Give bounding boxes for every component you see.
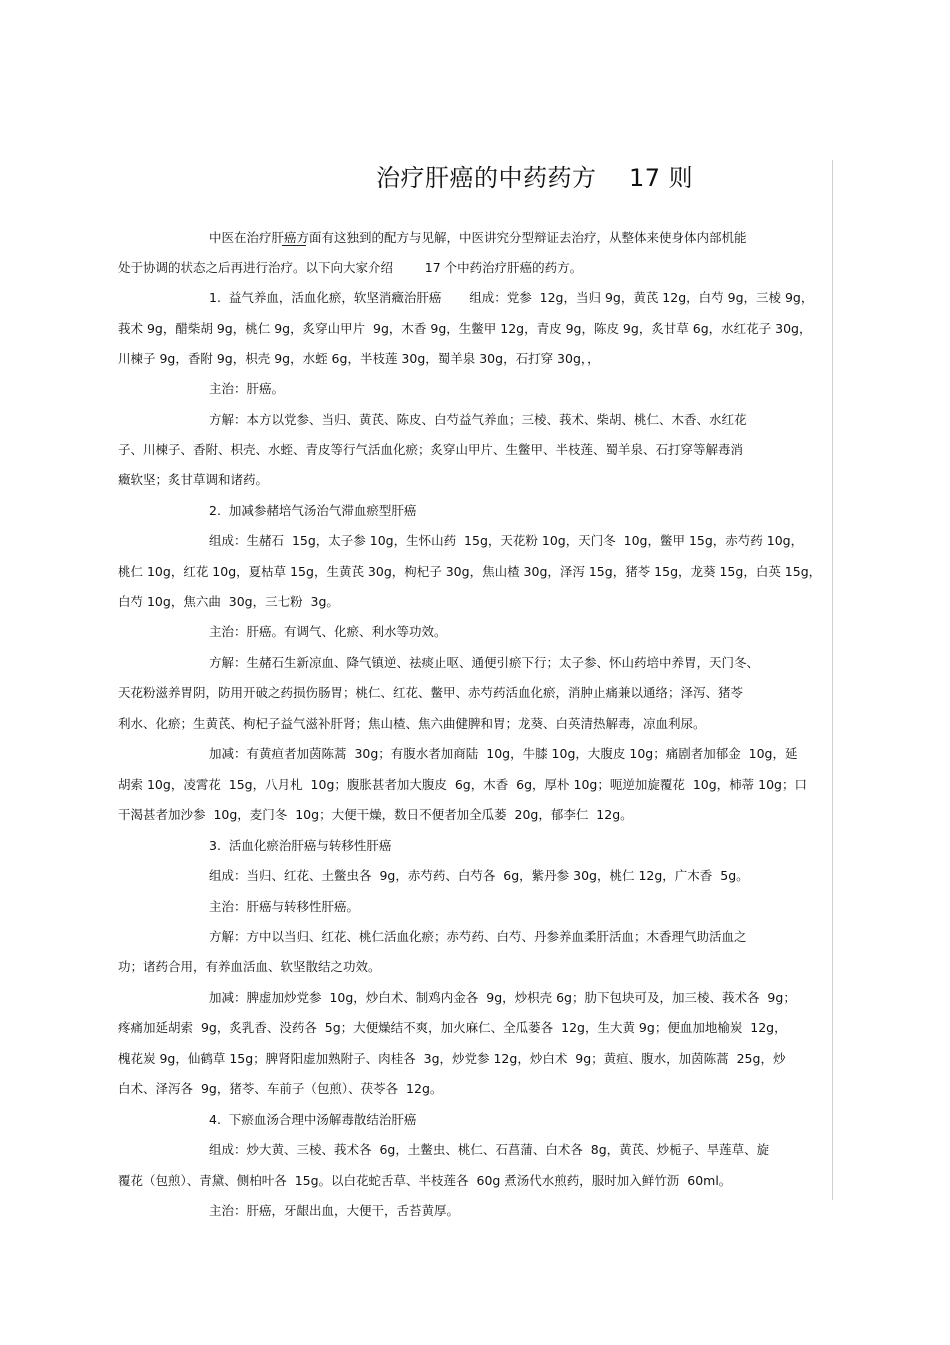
recipe-3-heading: 3. 活血化瘀治肝癌与转移性肝癌 <box>209 838 392 853</box>
recipe-3-modification-2: 疼痛加延胡索 9g，炙乳香、没药各 5g；大便燥结不爽，加火麻仁、全瓜蒌各 12g，生大黄 9g；便血加地榆炭 12g， <box>118 1020 787 1035</box>
recipe-1-ingredients-3: 川楝子 9g，香附 9g，枳壳 9g，水蛭 6g，半枝莲 30g，蜀羊泉 30g，石打穿 30g，， <box>118 351 600 366</box>
right-margin-rule <box>832 160 833 1200</box>
recipe-3-modification-1: 加减：脾虚加炒党参 10g，炒白术、制鸡内金各 9g，炒枳壳 6g；肋下包块可及，加三棱、莪术各 9g； <box>209 990 796 1005</box>
recipe-2-heading: 2. 加减参赭培气汤治气滞血瘀型肝癌 <box>209 503 417 518</box>
recipe-3-analysis-2: 功；诸药合用，有养血活血、软坚散结之功效。 <box>118 959 381 974</box>
recipe-1-ingredients-2: 莪术 9g，醋柴胡 9g，桃仁 9g，炙穿山甲片 9g，木香 9g，生鳖甲 12g，青皮 9g，陈皮 9g，炙甘草 6g，水红花子 30g， <box>118 321 812 336</box>
recipe-1-heading: 1. 益气养血，活血化瘀，软坚消癥治肝癌 组成：党参 12g，当归 9g，黄芪 12g，白芍 9g，三棱 9g， <box>209 290 814 305</box>
recipe-3-analysis-1: 方解：方中以当归、红花、桃仁活血化瘀；赤芍药、白芍、丹参养血柔肝活血；木香理气助活血之 <box>209 929 747 944</box>
recipe-2-indication: 主治：肝癌。有调气、化瘀、利水等功效。 <box>209 624 447 639</box>
recipe-2-modification-2: 胡索 10g，凌霄花 15g，八月札 10g；腹胀甚者加大腹皮 6g，木香 6g，厚朴 10g；呃逆加旋覆花 10g，柿蒂 10g；口 <box>118 777 807 792</box>
recipe-2-modification-3: 干渴甚者加沙参 10g，麦门冬 10g；大便干燥，数日不便者加全瓜蒌 20g，郁李仁 12g。 <box>118 807 633 822</box>
recipe-3-indication: 主治：肝癌与转移性肝癌。 <box>209 899 360 914</box>
recipe-1-analysis-1: 方解：本方以党参、当归、黄芪、陈皮、白芍益气养血；三棱、莪术、柴胡、桃仁、木香、水红花 <box>209 412 747 427</box>
recipe-3-ingredients: 组成：当归、红花、土鳖虫各 9g，赤芍药、白芍各 6g，紫丹参 30g，桃仁 12g，广木香 5g。 <box>209 868 749 883</box>
intro-line-1: 中医在治疗肝癌方面有这独到的配方与见解，中医讲究分型辩证去治疗，从整体来使身体内部机能 <box>209 230 747 245</box>
recipe-1-analysis-3: 癥软坚；炙甘草调和诸药。 <box>118 472 269 487</box>
recipe-3-modification-3: 槐花炭 9g，仙鹤草 15g；脾肾阳虚加熟附子、肉桂各 3g，炒党参 12g，炒白术 9g；黄疸、腹水，加茵陈蒿 25g，炒 <box>118 1051 786 1066</box>
recipe-2-analysis-3: 利水、化瘀；生黄芪、枸杞子益气滋补肝肾；焦山楂、焦六曲健脾和胃；龙葵、白英清热解毒，凉血利尿。 <box>118 716 706 731</box>
recipe-4-indication: 主治：肝癌，牙龈出血，大便干，舌苔黄厚。 <box>209 1203 460 1218</box>
intro-line-2: 处于协调的状态之后再进行治疗。以下向大家介绍 17 个中药治疗肝癌的药方。 <box>118 260 583 275</box>
recipe-1-analysis-2: 子、川楝子、香附、枳壳、水蛭、青皮等行气活血化瘀；炙穿山甲片、生鳖甲、半枝莲、蜀羊泉、石打穿等解毒消 <box>118 442 744 457</box>
recipe-2-analysis-2: 天花粉滋养胃阴，防用开破之药损伤肠胃；桃仁、红花、鳖甲、赤芍药活血化瘀，消肿止痛兼以通络；泽泻、猪苓 <box>118 685 744 700</box>
recipe-2-analysis-1: 方解：生赭石生新凉血、降气镇逆、祛痰止呕、通便引瘀下行；太子参、怀山药培中养胃，天门冬、 <box>209 655 760 670</box>
recipe-1-indication: 主治：肝癌。 <box>209 381 285 396</box>
recipe-2-ingredients-1: 组成：生赭石 15g，太子参 10g，生怀山药 15g，天花粉 10g，天门冬 10g，鳖甲 15g，赤芍药 10g， <box>209 533 804 548</box>
recipe-2-ingredients-2: 桃仁 10g，红花 10g，夏枯草 15g，生黄芪 30g，枸杞子 30g，焦山楂 30g，泽泻 15g，猪苓 15g，龙葵 15g，白英 15g， <box>118 564 822 579</box>
recipe-2-ingredients-3: 白芍 10g，焦六曲 30g，三七粉 3g。 <box>118 594 339 609</box>
page-title: 治疗肝癌的中药药方 17 则 <box>376 164 694 192</box>
recipe-4-heading: 4. 下瘀血汤合理中汤解毒散结治肝癌 <box>209 1112 417 1127</box>
recipe-4-ingredients-1: 组成：炒大黄、三棱、莪术各 6g，土鳖虫、桃仁、石菖蒲、白术各 8g，黄芪、炒栀子、旱莲草、旋 <box>209 1142 770 1157</box>
recipe-3-modification-4: 白术、泽泻各 9g，猪苓、车前子（包煎）、茯苓各 12g。 <box>118 1081 443 1096</box>
recipe-4-ingredients-2: 覆花（包煎）、青黛、侧柏叶各 15g。以白花蛇舌草、半枝莲各 60g 煮汤代水煎药，服时加入鲜竹沥 60ml。 <box>118 1173 732 1188</box>
recipe-2-modification-1: 加减：有黄疸者加茵陈蒿 30g；有腹水者加商陆 10g，牛膝 10g，大腹皮 10g；痛剧者加郁金 10g，延 <box>209 746 798 761</box>
